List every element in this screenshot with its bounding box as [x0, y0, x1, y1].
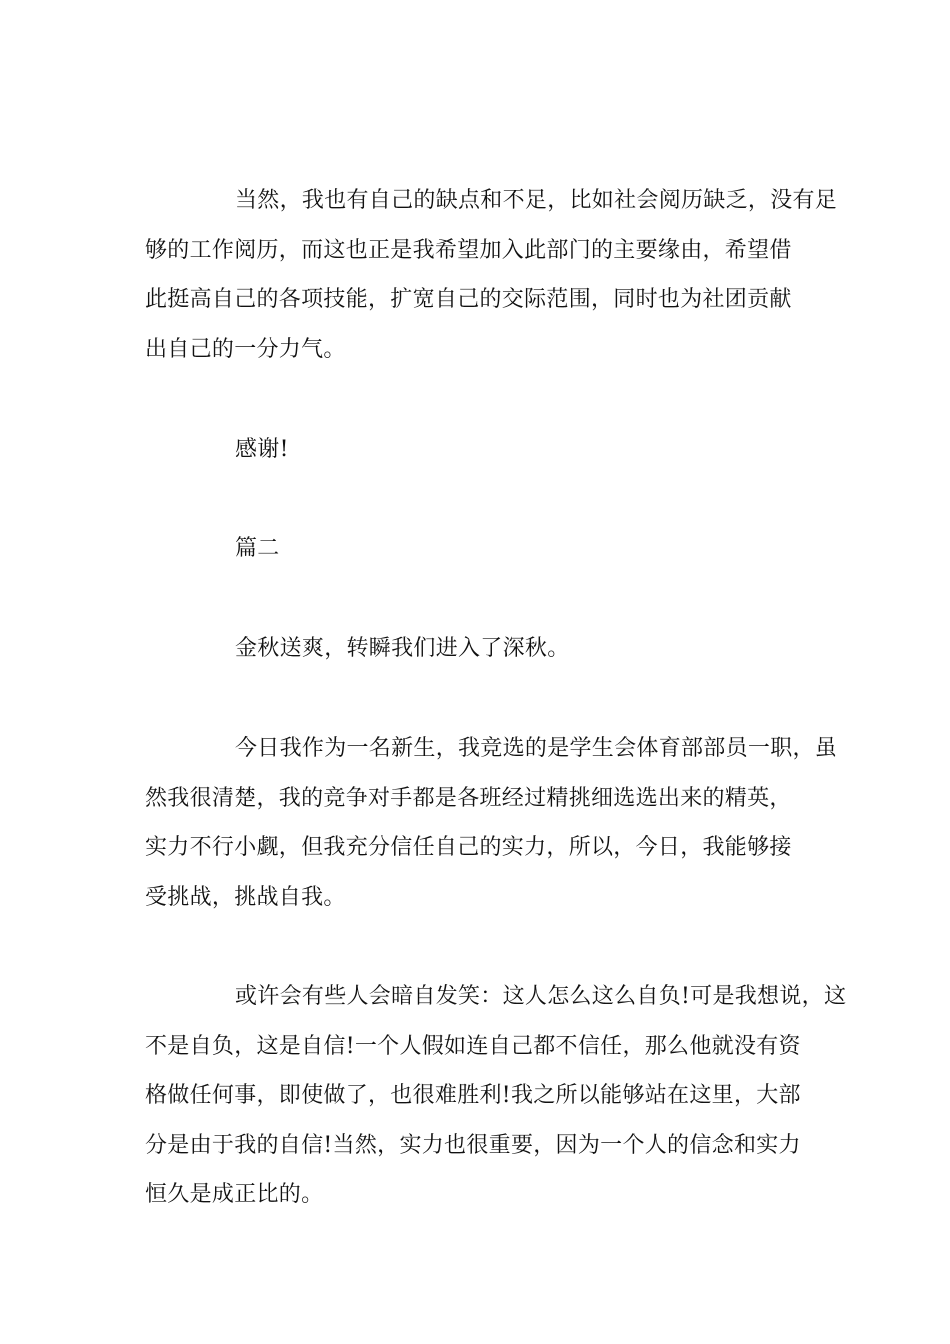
text-line: 实力不行小觑，但我充分信任自己的实力，所以，今日，我能够接 — [145, 835, 792, 860]
paragraph-shortcomings — [145, 176, 838, 374]
text-line: 然我很清楚，我的竞争对手都是各班经过精挑细选选出来的精英， — [145, 785, 792, 811]
text-line: 或许会有些人会暗自发笑：这人怎么这么自负!可是我想说，这 — [235, 984, 847, 1009]
paragraph-confidence — [145, 972, 847, 1220]
text-line: 不是自负，这是自信!一个人假如连自己都不信任，那么他就没有资 — [145, 1033, 801, 1059]
text-line: 够的工作阅历，而这也正是我希望加入此部门的主要缘由，希望借 — [145, 237, 792, 263]
text-line: 分是由于我的自信!当然，实力也很重要，因为一个人的信念和实力 — [145, 1132, 801, 1158]
paragraph-thanks — [145, 425, 810, 475]
text-line: 金秋送爽，转瞬我们进入了深秋。 — [235, 636, 570, 661]
text-line: 恒久是成正比的。 — [145, 1182, 324, 1207]
text-line: 此挺高自己的各项技能，扩宽自己的交际范围，同时也为社团贡献 — [145, 287, 792, 312]
paragraph-candidacy — [145, 724, 838, 922]
text-line: 出自己的一分力气。 — [145, 336, 346, 362]
text-line: 感谢! — [235, 437, 289, 462]
text-line: 格做任何事，即使做了，也很难胜利!我之所以能够站在这里，大部 — [145, 1083, 801, 1108]
text-line: 今日我作为一名新生，我竞选的是学生会体育部部员一职，虽 — [235, 736, 838, 761]
section-heading — [145, 524, 810, 574]
text-line: 当然，我也有自己的缺点和不足，比如社会阅历缺乏，没有足 — [235, 188, 838, 213]
text-line: 篇二 — [235, 536, 280, 561]
text-line: 受挑战，挑战自我。 — [145, 884, 346, 910]
paragraph-autumn — [145, 624, 810, 674]
